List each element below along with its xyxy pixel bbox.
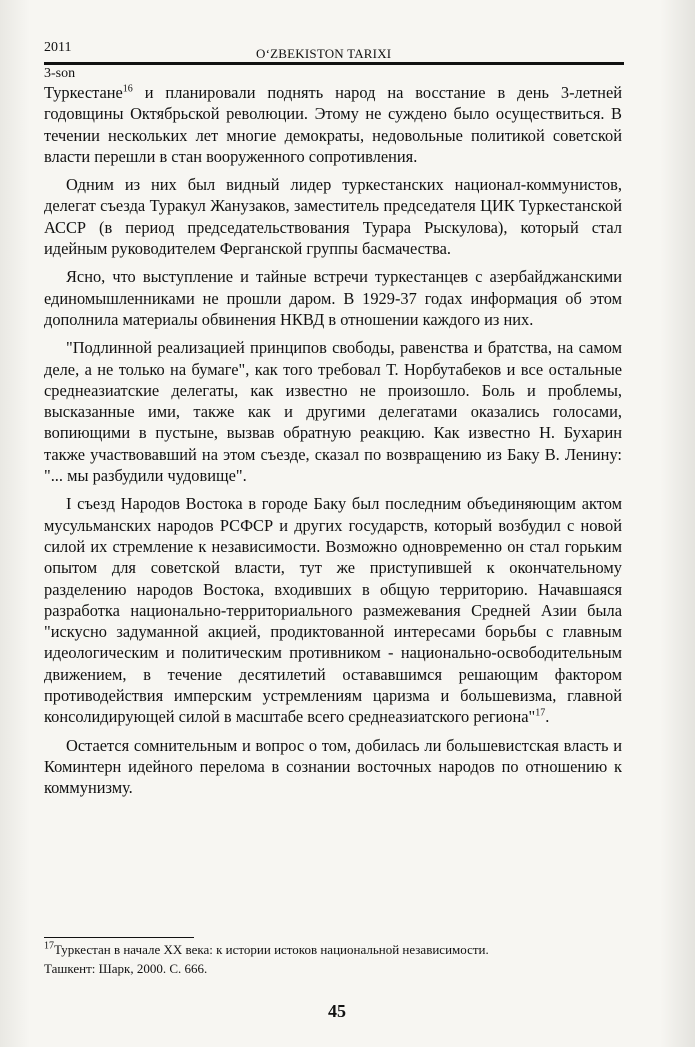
running-header bbox=[44, 40, 624, 64]
paragraph-6: Остается сомнительным и вопрос о том, добилась ли большевистская власть и Коминтерн идейного перелома в сознании восточных народов по отношению к коммунизму. bbox=[44, 735, 622, 798]
footnote-text-1: Туркестан в начале XX века: к истории истоков национальной независимости. bbox=[54, 942, 489, 957]
paragraph-1 bbox=[44, 82, 622, 167]
paragraph-5 bbox=[44, 493, 622, 727]
paragraph-1-lead: Туркестане bbox=[44, 83, 123, 102]
paragraph-4: "Подлинной реализацией принципов свободы, равенства и братства, на самом деле, а не только на бумаге", как того требовал Т. Норбутабеков и все остальные среднеазиатские делегаты, как известно не произошло. Боль и проблемы, высказанные ими, также как и другими делегатами оказались голосами, вопиющими в пустыне, вызвав обратную реакцию. Как известно Н. Бухарин также участвовавший на этом съезде, сказал по возвращению из Баку В. Ленину: "... мы разбудили чудовище". bbox=[44, 338, 622, 486]
header-year: 2011 bbox=[44, 40, 72, 55]
footnote-marker: 17 bbox=[44, 940, 54, 952]
paragraph-5-text: I съезд Народов Востока в городе Баку был последним объединяющим актом мусульманских народов РСФСР и других государств, который возбудил с новой силой их стремление к независимости. Возможно одновременно он стал горьким опытом для советской власти, тут же приступившей к окончательному разделению народов Востока, входивших в общую территорию. Начавшаяся разработка национально-территориального размежевания Средней Азии была "искусно задуманной акцией, продиктованной интересами борьбы с главным идеологическим и политическим противником - национально-освободительным движением, в течение десятилетий остававшимся решающим фактором противодействия имперским устремлениям царизма и большевизма, главной консолидирующей силой в масштабе всего среднеазиатского региона" bbox=[44, 494, 622, 727]
paragraph-5-tail: . bbox=[545, 707, 550, 727]
footnote bbox=[44, 940, 624, 978]
footnote-rule bbox=[44, 937, 194, 938]
paragraph-1-rest: и планировали поднять народ на восстание в день 3-летней годовщины Октябрьской революции. Этому не суждено было осуществиться. В течении нескольких лет многие демократы, недовольные политикой советской власти перешли в стан вооруженного сопротивления. bbox=[44, 83, 622, 166]
header-rule bbox=[44, 62, 624, 65]
article-body bbox=[44, 82, 622, 806]
footnote-ref-17: 17 bbox=[535, 707, 546, 719]
header-journal-title: O‘ZBEKISTON TARIXI bbox=[256, 46, 392, 61]
footnote-line-1 bbox=[44, 940, 624, 959]
header-issue: 3-son bbox=[44, 66, 76, 81]
footnote-line-2: Ташкент: Шарк, 2000. С. 666. bbox=[44, 961, 208, 976]
page-number: 45 bbox=[328, 1001, 346, 1021]
footnote-ref-16: 16 bbox=[122, 83, 133, 95]
paragraph-2: Одним из них был видный лидер туркестанских национал-коммунистов, делегат съезда Туракул Жанузаков, заместитель председателя ЦИК Туркестанской АССР (в период председательствования Турара Рыскулова), который стал идейным руководителем Ферганской группы басмачества. bbox=[44, 175, 622, 259]
paragraph-3: Ясно, что выступление и тайные встречи туркестанцев с азербайджанскими единомышленниками не прошли даром. В 1929-37 годах информация об этом дополнила материалы обвинения НКВД в отношении каждого из них. bbox=[44, 267, 622, 329]
